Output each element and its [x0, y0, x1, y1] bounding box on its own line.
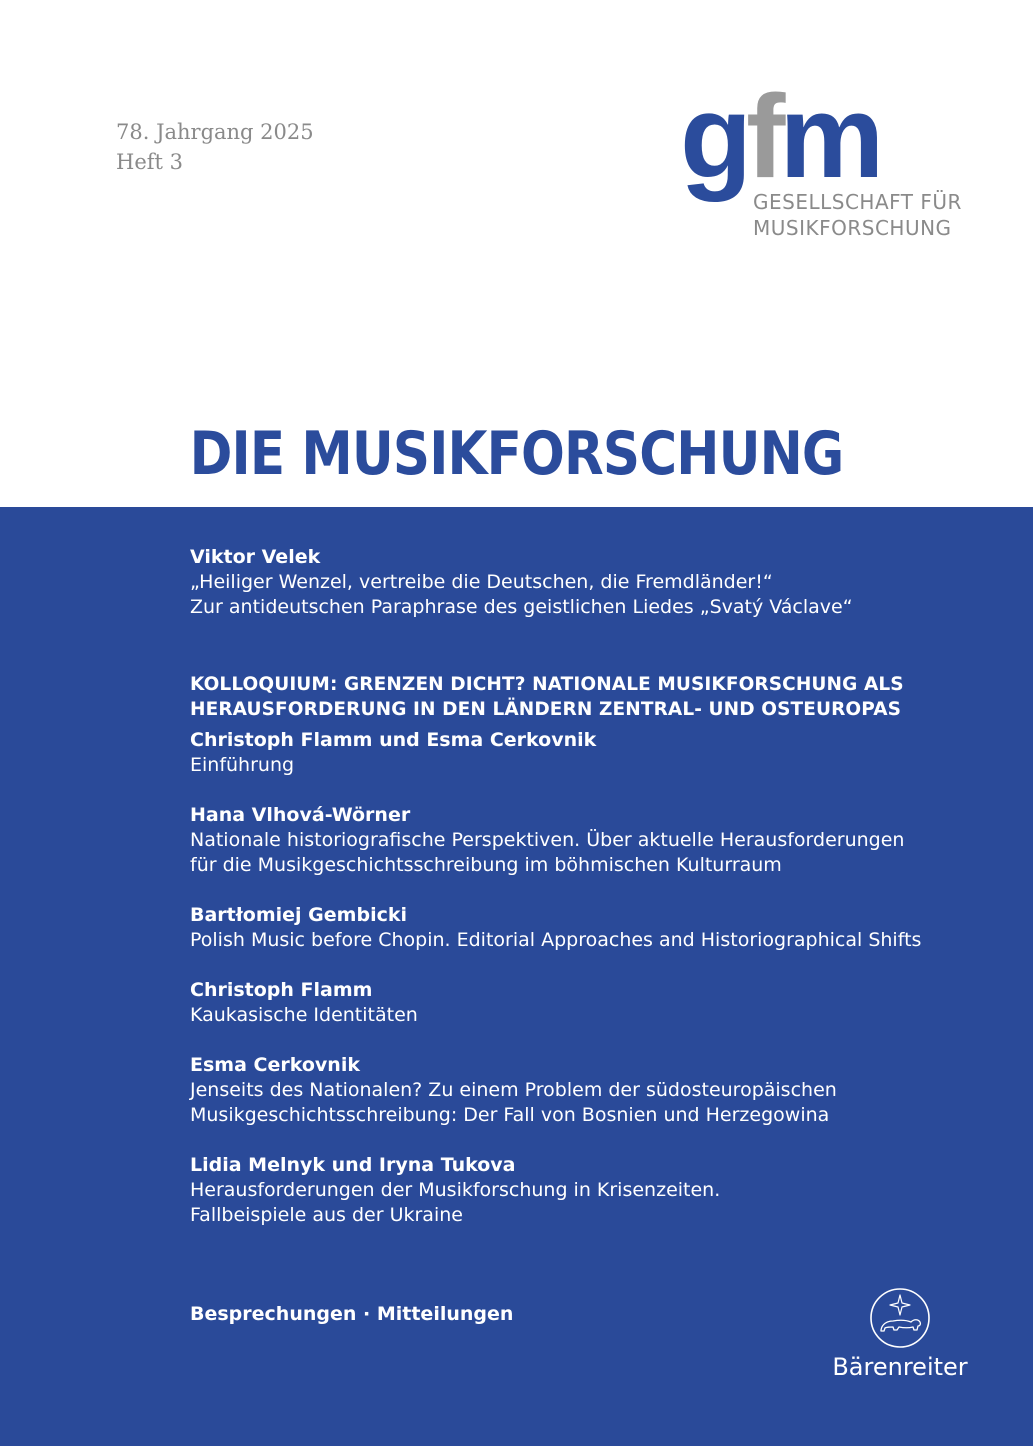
article-title-line: „Heiliger Wenzel, vertreibe die Deutschen, die Fremdländer!“ — [190, 571, 773, 593]
journal-title: DIE MUSIKFORSCHUNG — [189, 419, 844, 489]
colloquium-article — [190, 978, 1010, 1028]
bear-star-emblem-icon — [868, 1286, 932, 1350]
article-author: Viktor Velek — [190, 546, 321, 568]
colloquium-article — [190, 1053, 1010, 1128]
article-author: Christoph Flamm — [190, 979, 373, 1001]
article-title — [190, 828, 1010, 878]
article-title-line: Fallbeispiele aus der Ukraine — [190, 1204, 463, 1226]
footer-separator: · — [356, 1303, 377, 1325]
article-title-line: Kaukasische Identitäten — [190, 1004, 418, 1026]
logo-text-line1: GESELLSCHAFT FÜR — [753, 190, 962, 214]
article-title-line: Polish Music before Chopin. Editorial Approaches and Historiographical Shifts — [190, 929, 922, 951]
logo-letter-m: m — [779, 71, 879, 203]
logo-text-line2: MUSIKFORSCHUNG — [753, 216, 952, 240]
colloquium-article — [190, 1153, 1010, 1228]
article-title — [190, 1078, 1010, 1128]
colloquium-article — [190, 728, 1010, 778]
article-author: Hana Vlhová-Wörner — [190, 804, 411, 826]
logo-letter-f: f — [746, 71, 780, 203]
article-title-line: für die Musikgeschichtsschreibung im böhmischen Kulturraum — [190, 854, 782, 876]
publisher-name: Bärenreiter — [832, 1353, 968, 1381]
article-title-line: Nationale historiografische Perspektiven. Über aktuelle Herausforderungen — [190, 829, 905, 851]
article-title — [190, 753, 1010, 778]
article-title-line: Musikgeschichtsschreibung: Der Fall von Bosnien und Herzegowina — [190, 1104, 830, 1126]
article-title — [190, 1178, 1010, 1228]
colloquium-heading-line: HERAUSFORDERUNG IN DEN LÄNDERN ZENTRAL- UND OSTEUROPAS — [190, 699, 902, 720]
article-author: Christoph Flamm und Esma Cerkovnik — [190, 729, 597, 751]
issue-number: Heft 3 — [116, 150, 183, 174]
article-title — [190, 570, 1010, 620]
table-of-contents — [190, 545, 1010, 1253]
article-title — [190, 1003, 1010, 1028]
article-author: Bartłomiej Gembicki — [190, 904, 407, 926]
article-title — [190, 928, 1010, 953]
colloquium-heading — [190, 672, 1010, 722]
issue-volume: 78. Jahrgang 2025 — [116, 120, 314, 144]
article-author: Lidia Melnyk und Iryna Tukova — [190, 1154, 516, 1176]
article-title-line: Herausforderungen der Musikforschung in Krisenzeiten. — [190, 1179, 721, 1201]
footer-reviews: Besprechungen — [190, 1303, 357, 1325]
footer-sections — [190, 1302, 513, 1327]
article-title-line: Einführung — [190, 754, 295, 776]
gfm-logo — [680, 71, 980, 246]
issue-info — [116, 117, 314, 177]
colloquium-article — [190, 903, 1010, 953]
article-title-line: Zur antideutschen Paraphrase des geistlichen Liedes „Svatý Václave“ — [190, 596, 853, 618]
article-author: Esma Cerkovnik — [190, 1054, 360, 1076]
colloquium-heading-line: KOLLOQUIUM: GRENZEN DICHT? NATIONALE MUSIKFORSCHUNG ALS — [190, 674, 904, 695]
colloquium-article — [190, 803, 1010, 878]
gfm-logo-text — [753, 189, 962, 241]
gfm-logo-letters — [680, 71, 879, 203]
lead-article — [190, 545, 1010, 620]
footer-announcements: Mitteilungen — [376, 1303, 514, 1325]
article-title-line: Jenseits des Nationalen? Zu einem Problem der südosteuropäischen — [190, 1079, 837, 1101]
logo-letter-g: g — [680, 71, 747, 203]
publisher-logo — [832, 1286, 968, 1382]
